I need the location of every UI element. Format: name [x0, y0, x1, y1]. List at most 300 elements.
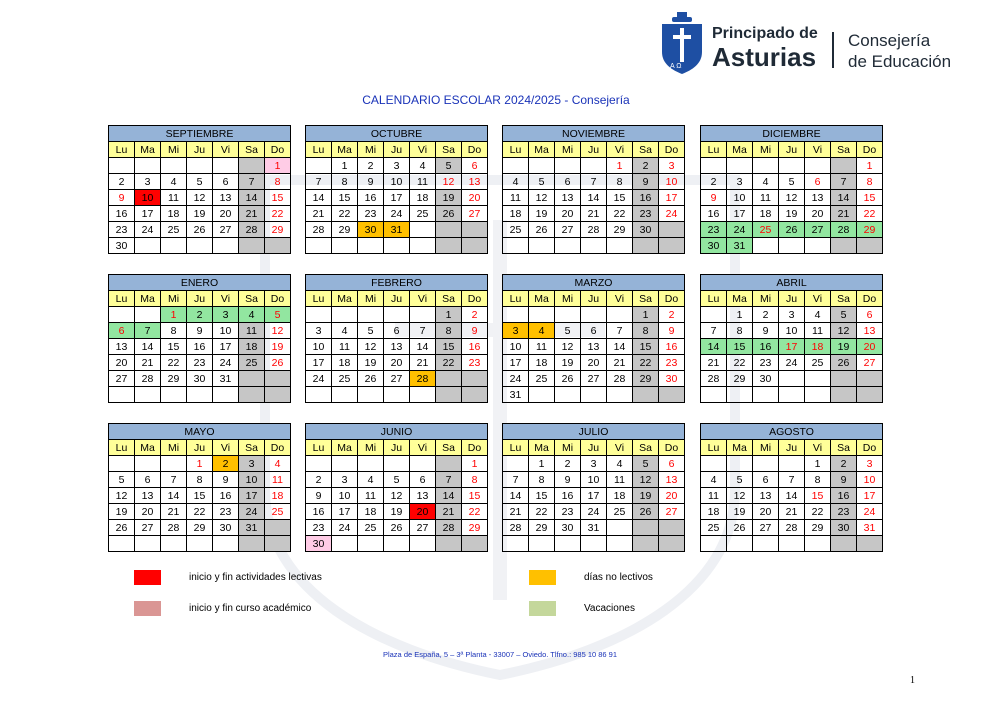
day-cell: 18 [410, 190, 436, 206]
day-cell: 2 [358, 158, 384, 174]
weekday-header: Do [265, 440, 291, 456]
day-cell [187, 536, 213, 552]
day-cell [659, 520, 685, 536]
day-cell: 4 [753, 174, 779, 190]
day-cell: 14 [831, 190, 857, 206]
day-cell: 26 [779, 222, 805, 238]
month-calendar-agosto [700, 423, 883, 552]
day-cell [410, 387, 436, 403]
day-cell: 17 [213, 339, 239, 355]
day-cell [462, 536, 488, 552]
week-row [701, 504, 883, 520]
month-name: JULIO [503, 424, 685, 440]
week-row [109, 190, 291, 206]
day-cell [701, 536, 727, 552]
legend-no-lective-swatch [529, 570, 556, 585]
day-cell: 16 [701, 206, 727, 222]
day-cell: 12 [187, 190, 213, 206]
day-cell: 26 [265, 355, 291, 371]
day-cell: 21 [135, 355, 161, 371]
day-cell: 2 [213, 456, 239, 472]
day-cell: 7 [701, 323, 727, 339]
day-cell: 13 [109, 339, 135, 355]
day-cell: 28 [436, 520, 462, 536]
weekday-header: Mi [753, 142, 779, 158]
day-cell: 10 [135, 190, 161, 206]
day-cell [462, 387, 488, 403]
day-cell: 23 [555, 504, 581, 520]
month-name: ENERO [109, 275, 291, 291]
day-cell [436, 536, 462, 552]
day-cell: 5 [384, 472, 410, 488]
day-cell: 30 [555, 520, 581, 536]
day-cell [187, 238, 213, 254]
day-cell: 22 [187, 504, 213, 520]
day-cell: 12 [265, 323, 291, 339]
day-cell: 23 [753, 355, 779, 371]
day-cell: 31 [213, 371, 239, 387]
week-row [503, 339, 685, 355]
day-cell: 17 [659, 190, 685, 206]
week-row [503, 536, 685, 552]
department-name [848, 30, 951, 72]
day-cell: 4 [529, 323, 555, 339]
day-cell: 5 [265, 307, 291, 323]
day-cell: 22 [857, 206, 883, 222]
day-cell [529, 307, 555, 323]
day-cell: 29 [727, 371, 753, 387]
day-cell: 2 [831, 456, 857, 472]
weekday-header: Ma [135, 440, 161, 456]
brand-name [712, 26, 818, 70]
week-row [306, 472, 488, 488]
week-row [306, 158, 488, 174]
day-cell [779, 456, 805, 472]
week-row [306, 222, 488, 238]
day-cell [555, 158, 581, 174]
week-row [109, 371, 291, 387]
weekday-header: Vi [410, 440, 436, 456]
weekday-header: Sa [831, 291, 857, 307]
week-row [503, 190, 685, 206]
weekday-header: Lu [109, 440, 135, 456]
day-cell [633, 520, 659, 536]
day-cell: 5 [831, 307, 857, 323]
day-cell: 12 [384, 488, 410, 504]
day-cell: 25 [161, 222, 187, 238]
weekday-header: Lu [306, 291, 332, 307]
day-cell: 14 [306, 190, 332, 206]
week-row [306, 174, 488, 190]
day-cell [135, 307, 161, 323]
month-name: NOVIEMBRE [503, 126, 685, 142]
day-cell: 30 [187, 371, 213, 387]
brand-line1: Principado de [712, 25, 818, 42]
day-cell: 27 [857, 355, 883, 371]
week-row [109, 387, 291, 403]
weekday-header: Ju [187, 142, 213, 158]
weekday-header: Mi [161, 291, 187, 307]
day-cell: 28 [306, 222, 332, 238]
day-cell [384, 307, 410, 323]
month-calendar-noviembre [502, 125, 685, 254]
day-cell: 27 [109, 371, 135, 387]
day-cell: 19 [265, 339, 291, 355]
day-cell: 26 [358, 371, 384, 387]
day-cell: 20 [805, 206, 831, 222]
day-cell: 16 [659, 339, 685, 355]
day-cell: 19 [727, 504, 753, 520]
week-row [306, 488, 488, 504]
day-cell: 17 [332, 504, 358, 520]
day-cell: 1 [633, 307, 659, 323]
day-cell: 9 [753, 323, 779, 339]
week-row [306, 456, 488, 472]
day-cell: 15 [161, 339, 187, 355]
day-cell: 15 [857, 190, 883, 206]
day-cell: 20 [384, 355, 410, 371]
week-row [503, 323, 685, 339]
day-cell [135, 536, 161, 552]
day-cell: 3 [384, 158, 410, 174]
day-cell: 8 [265, 174, 291, 190]
day-cell: 8 [857, 174, 883, 190]
day-cell: 25 [805, 355, 831, 371]
weekday-header: Sa [831, 440, 857, 456]
day-cell: 9 [213, 472, 239, 488]
weekday-header: Ju [187, 291, 213, 307]
weekday-header: Vi [607, 142, 633, 158]
day-cell [306, 307, 332, 323]
day-cell: 15 [727, 339, 753, 355]
day-cell: 7 [135, 323, 161, 339]
day-cell: 25 [358, 520, 384, 536]
day-cell: 21 [161, 504, 187, 520]
day-cell: 12 [779, 190, 805, 206]
month-calendar-enero [108, 274, 291, 403]
day-cell: 1 [857, 158, 883, 174]
day-cell: 4 [607, 456, 633, 472]
svg-text:A Ω: A Ω [670, 63, 682, 70]
day-cell: 17 [779, 339, 805, 355]
day-cell: 21 [410, 355, 436, 371]
weekday-header: Lu [503, 291, 529, 307]
day-cell: 27 [555, 222, 581, 238]
week-row [306, 339, 488, 355]
day-cell: 31 [727, 238, 753, 254]
day-cell [187, 158, 213, 174]
day-cell [239, 238, 265, 254]
day-cell [410, 536, 436, 552]
weekday-header: Do [462, 291, 488, 307]
day-cell: 1 [462, 456, 488, 472]
day-cell [607, 238, 633, 254]
day-cell: 31 [239, 520, 265, 536]
day-cell [753, 536, 779, 552]
day-cell [384, 536, 410, 552]
day-cell [753, 158, 779, 174]
week-row [701, 472, 883, 488]
day-cell: 23 [701, 222, 727, 238]
week-row [701, 307, 883, 323]
day-cell: 7 [779, 472, 805, 488]
month-name: SEPTIEMBRE [109, 126, 291, 142]
week-row [306, 387, 488, 403]
day-cell: 15 [805, 488, 831, 504]
day-cell: 6 [753, 472, 779, 488]
week-row [306, 206, 488, 222]
day-cell [607, 307, 633, 323]
day-cell [462, 222, 488, 238]
weekday-header: Ma [727, 440, 753, 456]
weekday-header: Ju [581, 291, 607, 307]
day-cell [265, 536, 291, 552]
day-cell [332, 456, 358, 472]
day-cell [161, 456, 187, 472]
day-cell: 17 [135, 206, 161, 222]
day-cell: 12 [727, 488, 753, 504]
day-cell: 24 [503, 371, 529, 387]
day-cell: 28 [410, 371, 436, 387]
weekday-header: Ma [529, 142, 555, 158]
day-cell: 31 [384, 222, 410, 238]
day-cell: 19 [109, 504, 135, 520]
day-cell: 21 [436, 504, 462, 520]
month-name: DICIEMBRE [701, 126, 883, 142]
day-cell: 28 [607, 371, 633, 387]
weekday-header: Ju [384, 291, 410, 307]
day-cell: 5 [358, 323, 384, 339]
weekday-header: Sa [633, 291, 659, 307]
day-cell: 3 [239, 456, 265, 472]
day-cell: 9 [109, 190, 135, 206]
weekday-header: Mi [753, 440, 779, 456]
day-cell: 11 [332, 339, 358, 355]
day-cell: 10 [503, 339, 529, 355]
week-row [306, 307, 488, 323]
day-cell: 19 [358, 355, 384, 371]
day-cell: 22 [436, 355, 462, 371]
month-name: ABRIL [701, 275, 883, 291]
day-cell: 3 [727, 174, 753, 190]
day-cell: 14 [239, 190, 265, 206]
day-cell [239, 536, 265, 552]
weekday-header: Sa [239, 142, 265, 158]
month-name: JUNIO [306, 424, 488, 440]
day-cell: 23 [358, 206, 384, 222]
day-cell [109, 536, 135, 552]
day-cell: 14 [410, 339, 436, 355]
day-cell [555, 387, 581, 403]
weekday-header: Sa [239, 291, 265, 307]
day-cell: 23 [633, 206, 659, 222]
day-cell: 31 [857, 520, 883, 536]
day-cell: 13 [659, 472, 685, 488]
weekday-header: Do [462, 440, 488, 456]
day-cell: 21 [503, 504, 529, 520]
day-cell: 1 [332, 158, 358, 174]
day-cell [581, 158, 607, 174]
day-cell: 28 [779, 520, 805, 536]
day-cell [857, 387, 883, 403]
weekday-header: Mi [358, 142, 384, 158]
week-row [701, 222, 883, 238]
week-row [503, 472, 685, 488]
week-row [503, 206, 685, 222]
week-row [109, 504, 291, 520]
weekday-header: Mi [555, 440, 581, 456]
weekday-header: Vi [410, 142, 436, 158]
day-cell: 30 [633, 222, 659, 238]
page-title: CALENDARIO ESCOLAR 2024/2025 - Consejería [362, 93, 630, 107]
weekday-header: Mi [753, 291, 779, 307]
day-cell: 6 [109, 323, 135, 339]
day-cell [265, 387, 291, 403]
day-cell [135, 238, 161, 254]
week-row [701, 371, 883, 387]
day-cell: 20 [857, 339, 883, 355]
day-cell: 22 [805, 504, 831, 520]
day-cell: 30 [109, 238, 135, 254]
weekday-header: Lu [503, 142, 529, 158]
day-cell: 9 [633, 174, 659, 190]
day-cell [607, 387, 633, 403]
day-cell [857, 238, 883, 254]
day-cell: 19 [187, 206, 213, 222]
day-cell [779, 238, 805, 254]
week-row [109, 158, 291, 174]
day-cell: 19 [529, 206, 555, 222]
day-cell: 26 [529, 222, 555, 238]
day-cell [779, 387, 805, 403]
day-cell: 25 [410, 206, 436, 222]
weekday-header: Ju [384, 440, 410, 456]
day-cell [659, 222, 685, 238]
day-cell: 29 [633, 371, 659, 387]
day-cell: 2 [633, 158, 659, 174]
day-cell: 9 [306, 488, 332, 504]
day-cell [831, 387, 857, 403]
day-cell: 16 [831, 488, 857, 504]
week-row [503, 355, 685, 371]
day-cell: 2 [109, 174, 135, 190]
day-cell [701, 307, 727, 323]
day-cell: 24 [581, 504, 607, 520]
day-cell: 12 [831, 323, 857, 339]
month-name: FEBRERO [306, 275, 488, 291]
day-cell: 19 [384, 504, 410, 520]
day-cell: 18 [503, 206, 529, 222]
day-cell [633, 536, 659, 552]
day-cell: 28 [239, 222, 265, 238]
day-cell: 11 [529, 339, 555, 355]
day-cell: 7 [503, 472, 529, 488]
day-cell: 27 [581, 371, 607, 387]
day-cell: 7 [581, 174, 607, 190]
asturias-shield-icon [660, 12, 704, 74]
week-row [306, 371, 488, 387]
week-row [109, 488, 291, 504]
month-calendar-abril [700, 274, 883, 403]
weekday-header: Lu [306, 440, 332, 456]
day-cell: 13 [555, 190, 581, 206]
day-cell: 10 [779, 323, 805, 339]
week-row [109, 206, 291, 222]
day-cell: 8 [607, 174, 633, 190]
day-cell [213, 536, 239, 552]
week-row [701, 158, 883, 174]
day-cell: 24 [779, 355, 805, 371]
day-cell: 8 [633, 323, 659, 339]
day-cell [384, 456, 410, 472]
day-cell [239, 387, 265, 403]
day-cell: 18 [607, 488, 633, 504]
day-cell [358, 387, 384, 403]
day-cell: 6 [857, 307, 883, 323]
weekday-header: Sa [633, 142, 659, 158]
day-cell: 6 [384, 323, 410, 339]
day-cell: 20 [410, 504, 436, 520]
day-cell: 27 [410, 520, 436, 536]
day-cell: 28 [831, 222, 857, 238]
day-cell [727, 158, 753, 174]
day-cell: 21 [607, 355, 633, 371]
day-cell: 15 [436, 339, 462, 355]
day-cell: 10 [857, 472, 883, 488]
day-cell: 4 [410, 158, 436, 174]
month-calendar-diciembre [700, 125, 883, 254]
day-cell [410, 307, 436, 323]
legend-lective-label: inicio y fin actividades lectivas [189, 572, 322, 583]
week-row [701, 456, 883, 472]
day-cell: 11 [161, 190, 187, 206]
day-cell: 29 [805, 520, 831, 536]
day-cell [831, 536, 857, 552]
day-cell [581, 238, 607, 254]
week-row [503, 371, 685, 387]
day-cell [805, 371, 831, 387]
day-cell: 5 [779, 174, 805, 190]
day-cell [529, 158, 555, 174]
day-cell: 16 [358, 190, 384, 206]
day-cell: 17 [857, 488, 883, 504]
weekday-header: Lu [701, 142, 727, 158]
weekday-header: Ju [581, 142, 607, 158]
weekday-header: Ma [135, 142, 161, 158]
day-cell: 15 [187, 488, 213, 504]
weekday-header: Mi [358, 291, 384, 307]
day-cell: 5 [633, 456, 659, 472]
weekday-header: Sa [831, 142, 857, 158]
week-row [701, 355, 883, 371]
weekday-header: Ju [779, 142, 805, 158]
day-cell: 12 [109, 488, 135, 504]
day-cell [503, 158, 529, 174]
day-cell: 13 [805, 190, 831, 206]
week-row [701, 323, 883, 339]
day-cell: 16 [555, 488, 581, 504]
day-cell [436, 238, 462, 254]
week-row [701, 174, 883, 190]
day-cell: 11 [358, 488, 384, 504]
day-cell: 21 [831, 206, 857, 222]
day-cell [265, 520, 291, 536]
day-cell: 6 [555, 174, 581, 190]
day-cell: 19 [779, 206, 805, 222]
day-cell: 26 [436, 206, 462, 222]
day-cell: 3 [581, 456, 607, 472]
day-cell [805, 536, 831, 552]
